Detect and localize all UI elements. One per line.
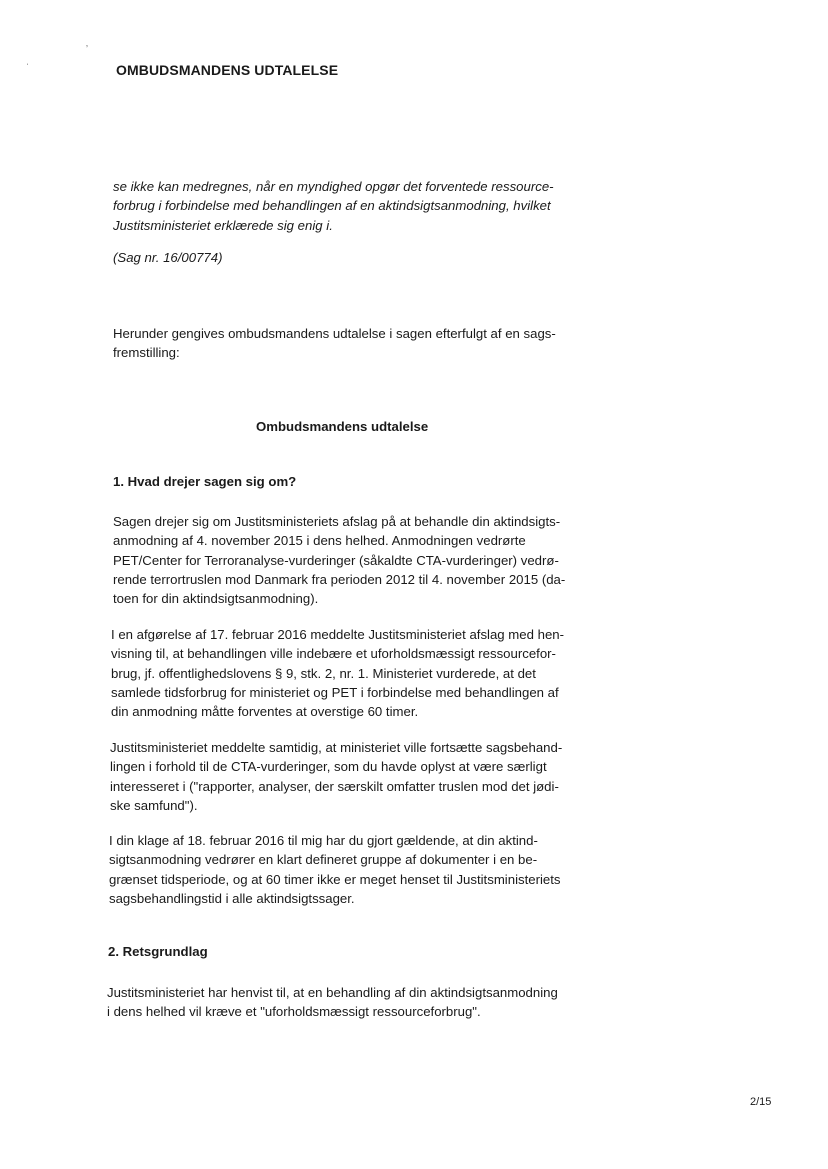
paragraph-line: Justitsministeriet meddelte samtidig, at ministeriet ville fortsætte sagsbehand- — [110, 740, 563, 755]
intro-line: forbrug i forbindelse med behandlingen af en aktindsigtsanmodning, hvilket — [113, 198, 551, 214]
paragraph-line: visning til, at behandlingen ville indebære et uforholdsmæssigt ressourcefor- — [111, 646, 556, 662]
scan-mark-left: ˈ — [26, 62, 29, 72]
paragraph-line: i dens helhed vil kræve et "uforholdsmæssigt ressourceforbrug". — [107, 1004, 481, 1020]
section-2-heading: 2. Retsgrundlag — [108, 944, 208, 959]
section-1-paragraph-2 — [111, 625, 576, 721]
preface-line: fremstilling: — [113, 345, 180, 361]
preface-line: Herunder gengives ombudsmandens udtalelse i sagen efterfulgt af en sags- — [113, 326, 556, 341]
section-1-heading: 1. Hvad drejer sagen sig om? — [113, 474, 297, 489]
case-number: (Sag nr. 16/00774) — [113, 250, 223, 265]
preface-paragraph — [113, 324, 578, 363]
paragraph-line: ske samfund"). — [110, 797, 198, 813]
paragraph-line: sagsbehandlingstid i alle aktindsigtssager. — [109, 890, 355, 906]
statement-heading: Ombudsmandens udtalelse — [256, 419, 429, 434]
intro-line: se ikke kan medregnes, når en myndighed opgør det forventede ressource- — [113, 179, 554, 194]
paragraph-line: I din klage af 18. februar 2016 til mig har du gjort gældende, at din aktind- — [109, 833, 538, 848]
paragraph-line: I en afgørelse af 17. februar 2016 meddelte Justitsministeriet afslag med hen- — [111, 627, 565, 642]
paragraph-line: samlede tidsforbrug for ministeriet og PET i forbindelse med behandlingen af — [111, 684, 559, 700]
paragraph-line: Justitsministeriet har henvist til, at en behandling af din aktindsigtsanmodning — [107, 985, 558, 1000]
intro-summary — [113, 177, 583, 235]
paragraph-line: sigtsanmodning vedrører en klart defineret gruppe af dokumenter i en be- — [109, 852, 538, 868]
paragraph-line: PET/Center for Terroranalyse-vurderinger (såkaldte CTA-vurderinger) vedrø- — [113, 552, 559, 568]
paragraph-line: din anmodning måtte forventes at overstige 60 timer. — [111, 704, 419, 720]
paragraph-line: toen for din aktindsigtsanmodning). — [113, 591, 319, 607]
scan-mark-top: ʼ — [86, 44, 88, 54]
paragraph-line: brug, jf. offentlighedslovens § 9, stk. 2, nr. 1. Ministeriet vurderede, at det — [111, 665, 536, 681]
section-1-paragraph-4 — [109, 831, 574, 908]
paragraph-line: Sagen drejer sig om Justitsministeriets afslag på at behandle din aktindsigts- — [113, 514, 561, 529]
section-1-paragraph-1 — [113, 512, 578, 608]
document-header-title: OMBUDSMANDENS UDTALELSE — [116, 62, 339, 78]
paragraph-line: grænset tidsperiode, og at 60 timer ikke er meget henset til Justitsministeriets — [109, 871, 561, 887]
section-2-paragraph-1 — [107, 983, 572, 1022]
intro-line: Justitsministeriet erklærede sig enig i. — [113, 217, 333, 233]
paragraph-line: lingen i forhold til de CTA-vurderinger, som du havde oplyst at være særligt — [110, 759, 547, 775]
paragraph-line: anmodning af 4. november 2015 i dens helhed. Anmodningen vedrørte — [113, 533, 526, 549]
paragraph-line: rende terrortruslen mod Danmark fra perioden 2012 til 4. november 2015 (da- — [113, 571, 566, 587]
page-number: 2/15 — [750, 1096, 772, 1108]
paragraph-line: interesseret i ("rapporter, analyser, der særskilt omfatter truslen mod det jødi- — [110, 778, 559, 794]
section-1-paragraph-3 — [110, 738, 575, 815]
